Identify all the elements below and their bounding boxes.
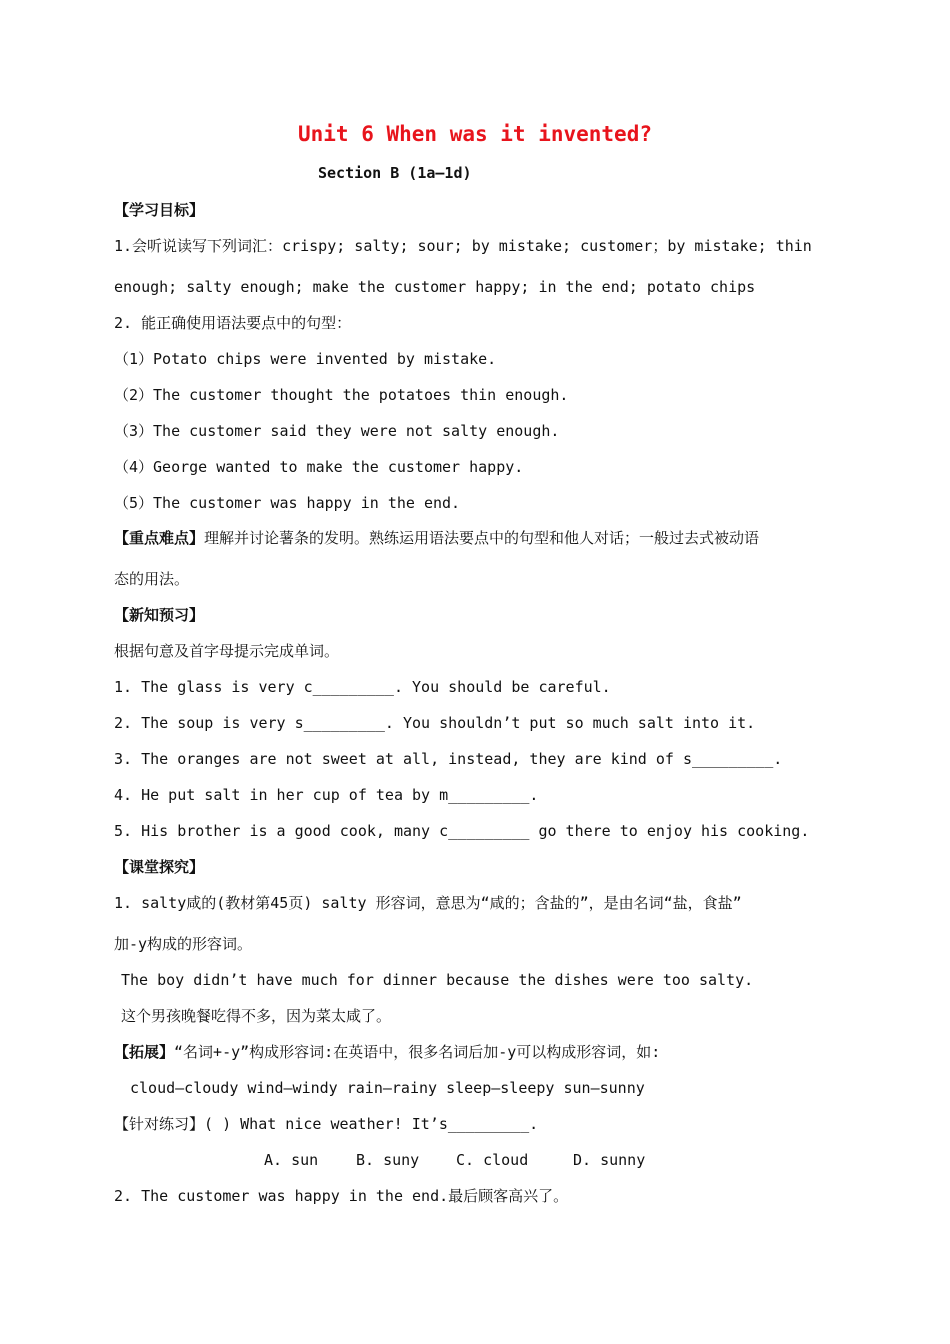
preview-question-1: 1. The glass is very c_________. You should be careful. xyxy=(114,678,611,696)
explore-point-1-line-2: 加-y构成的形容词。 xyxy=(114,935,253,953)
preview-instruction: 根据句意及首字母提示完成单词。 xyxy=(114,642,340,660)
extension-heading: 【拓展】 xyxy=(114,1043,175,1061)
preview-heading: 【新知预习】 xyxy=(114,606,205,624)
extension-line xyxy=(114,1042,660,1062)
objective-sentence-5: （5）The customer was happy in the end. xyxy=(114,494,461,512)
explore-point-1-line-1: 1. salty咸的(教材第45页) salty 形容词，意思为“咸的；含盐的”，是由名词“盐，食盐” xyxy=(114,894,742,912)
practice-options xyxy=(264,1150,645,1170)
example-english: The boy didn’t have much for dinner because the dishes were too salty. xyxy=(121,971,754,989)
objective-sentence-1: （1）Potato chips were invented by mistake. xyxy=(114,350,497,368)
practice-question: ( ) What nice weather! It’s_________. xyxy=(204,1115,539,1133)
option-a: A. sun xyxy=(264,1151,319,1169)
preview-question-3: 3. The oranges are not sweet at all, instead, they are kind of s_________. xyxy=(114,750,783,768)
preview-question-5: 5. His brother is a good cook, many c_________ go there to enjoy his cooking. xyxy=(114,822,810,840)
objective-vocab-line-1: 1.会听说读写下列词汇：crispy; salty; sour; by mistake; customer；by mistake; thin xyxy=(114,237,812,255)
objectives-heading: 【学习目标】 xyxy=(114,201,205,219)
objective-grammar: 2. 能正确使用语法要点中的句型： xyxy=(114,314,352,332)
example-chinese: 这个男孩晚餐吃得不多，因为菜太咸了。 xyxy=(121,1007,392,1025)
option-c: C. cloud xyxy=(456,1151,529,1169)
keypoints-line-2: 态的用法。 xyxy=(114,570,190,588)
page-title: Unit 6 When was it invented? xyxy=(297,122,652,146)
section-subtitle: Section B (1a—1d) xyxy=(318,164,472,182)
objective-sentence-3: （3）The customer said they were not salty enough. xyxy=(114,422,560,440)
objective-vocab-line-2: enough; salty enough; make the customer happy; in the end; potato chips xyxy=(114,278,756,296)
option-b: B. suny xyxy=(356,1151,420,1169)
practice-line xyxy=(114,1114,538,1134)
preview-question-2: 2. The soup is very s_________. You shouldn’t put so much salt into it. xyxy=(114,714,756,732)
objective-sentence-4: （4）George wanted to make the customer happy. xyxy=(114,458,524,476)
keypoints-text: 理解并讨论薯条的发明。熟练运用语法要点中的句型和他人对话；一般过去式被动语 xyxy=(204,529,760,547)
explore-point-2: 2. The customer was happy in the end.最后顾客高兴了。 xyxy=(114,1187,569,1205)
practice-heading: 【针对练习】 xyxy=(114,1115,205,1133)
explore-heading: 【课堂探究】 xyxy=(114,858,205,876)
option-d: D. sunny xyxy=(573,1151,646,1169)
keypoints-line-1 xyxy=(114,528,759,548)
preview-question-4: 4. He put salt in her cup of tea by m_________. xyxy=(114,786,539,804)
extension-examples: cloud—cloudy wind—windy rain—rainy sleep—sleepy sun—sunny xyxy=(130,1079,645,1097)
extension-text: “名词+-y”构成形容词:在英语中，很多名词后加-y可以构成形容词，如: xyxy=(174,1043,661,1061)
objective-sentence-2: （2）The customer thought the potatoes thin enough. xyxy=(114,386,569,404)
keypoints-heading: 【重点难点】 xyxy=(114,529,205,547)
